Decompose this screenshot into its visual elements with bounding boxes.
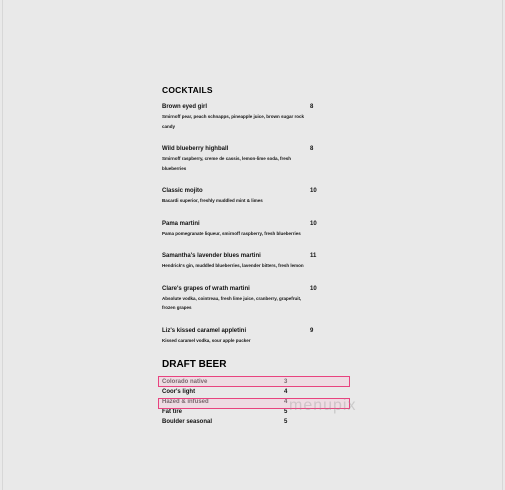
beer-name: Hazed & infused: [162, 399, 209, 405]
cocktail-description: Pama pomegranate liqueur, smirnoff raspberry, fresh blueberries: [162, 230, 301, 236]
beer-item: [162, 377, 322, 387]
draft-beer-heading: DRAFT BEER: [162, 359, 227, 370]
beer-price: 5: [284, 419, 288, 425]
cocktail-name: Wild blueberry highball: [162, 146, 229, 152]
cocktail-name: Pama martini: [162, 220, 200, 227]
cocktail-item: [162, 145, 322, 173]
beer-item: [162, 387, 322, 397]
cocktail-item: [162, 252, 322, 271]
cocktail-list: [162, 103, 322, 345]
cocktail-price: 9: [310, 327, 314, 334]
cocktail-item-header: [162, 187, 322, 195]
beer-price: 4: [284, 389, 288, 395]
beer-name: Coor's light: [162, 389, 196, 395]
beer-price: 4: [284, 399, 288, 405]
cocktail-price: 8: [310, 104, 314, 110]
cocktail-item: [162, 220, 322, 239]
cocktails-heading: COCKTAILS: [162, 85, 213, 95]
menu-content: [162, 85, 322, 427]
cocktail-description: Hendrick's gin, muddled blueberries, lavender bitters, fresh lemon: [162, 263, 304, 268]
cocktail-description: Kissed caramel vodka, sour apple pucker: [162, 337, 251, 343]
menu-page: [2, 0, 503, 490]
cocktail-item: [162, 103, 322, 131]
cocktail-item-header: [162, 145, 322, 153]
cocktail-description: Smirnoff raspberry, creme de cassis, lemon-lime soda, fresh blueberries: [162, 156, 291, 171]
cocktail-price: 10: [310, 188, 317, 194]
cocktail-name: Samantha's lavender blues martini: [162, 253, 261, 259]
watermark: menupix: [289, 397, 357, 414]
cocktail-price: 10: [310, 220, 317, 227]
cocktail-description: Bacardi superior, freshly muddled mint & limes: [162, 198, 263, 203]
cocktail-item-header: [162, 285, 322, 293]
beer-price: 3: [284, 379, 288, 385]
beer-item: [162, 417, 322, 427]
beer-name: Colorado native: [162, 379, 208, 385]
cocktail-item: [162, 285, 322, 313]
cocktail-name: Brown eyed girl: [162, 104, 208, 110]
cocktail-name: Classic mojito: [162, 188, 203, 194]
cocktail-item-header: [162, 220, 322, 228]
cocktail-description: Smirnoff pear, peach schnapps, pineapple juice, brown sugar rock candy: [162, 114, 305, 129]
cocktail-name: Liz's kissed caramel appletini: [162, 327, 247, 334]
cocktail-description: Absolute vodka, cointreau, fresh lime juice, cranberry, grapefruit, frozen grapes: [162, 295, 302, 310]
cocktail-item-header: [162, 252, 322, 260]
beer-name: Fat tire: [162, 409, 183, 415]
cocktail-price: 11: [310, 253, 317, 259]
cocktail-item: [162, 187, 322, 206]
cocktail-item-header: [162, 327, 322, 335]
cocktail-item-header: [162, 103, 322, 111]
beer-price: 5: [284, 409, 288, 415]
beer-name: Boulder seasonal: [162, 419, 213, 425]
cocktail-price: 10: [310, 285, 317, 292]
cocktail-name: Clare's grapes of wrath martini: [162, 285, 250, 292]
cocktail-price: 8: [310, 146, 314, 152]
cocktail-item: [162, 327, 322, 346]
